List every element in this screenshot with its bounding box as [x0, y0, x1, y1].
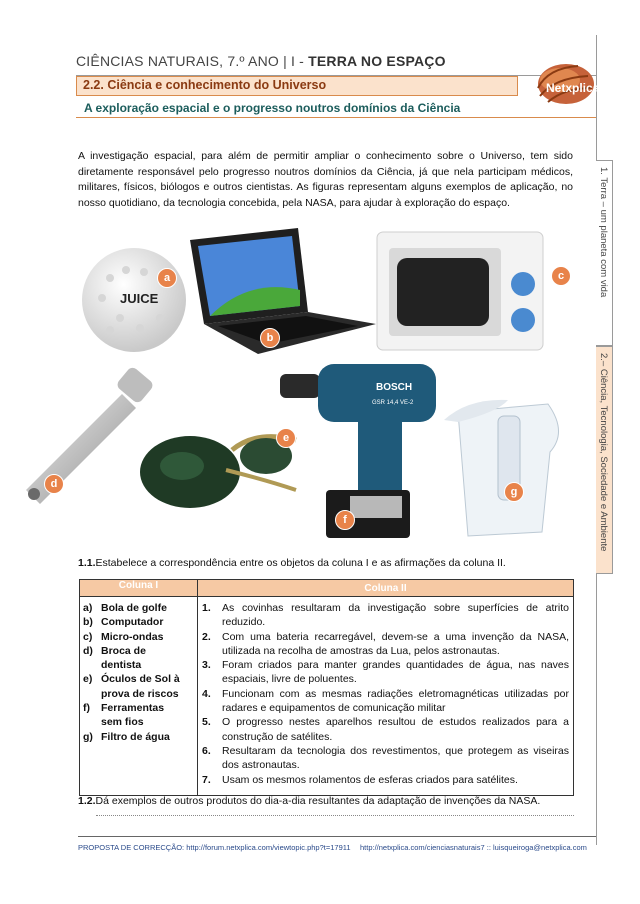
- side-tab-2-label: 2.– Ciência, Tecnologia, Sociedade e Ambiente: [598, 353, 609, 552]
- photo-marker-a: a: [157, 268, 177, 288]
- column-2-item: 6. Resultaram da tecnologia dos revestimentos, que protegem as viseiras dos astronautas.: [202, 744, 569, 772]
- photo-marker-d: d: [44, 474, 64, 494]
- column-1: [80, 597, 198, 796]
- answer-line[interactable]: [96, 815, 574, 816]
- question-1-1-text: Estabelece a correspondência entre os objetos da coluna I e as afirmações da coluna II.: [95, 557, 506, 569]
- side-tab-2[interactable]: [596, 346, 613, 574]
- photo-marker-b: b: [260, 328, 280, 348]
- side-tab-1-label: 1. Terra – um planeta com vida: [598, 167, 609, 298]
- matching-table: [79, 579, 574, 796]
- column-1-item: g) Filtro de água: [83, 730, 170, 743]
- ball-brand: JUICE: [120, 291, 159, 306]
- column-1-item: c) Micro-ondas: [83, 630, 164, 643]
- netxplica-logo: [508, 58, 600, 110]
- column-2-item: 5. O progresso nestes aparelhos resultou de estudos realizados para a construção de satélites.: [202, 716, 569, 743]
- intro-paragraph: A investigação espacial, para além de permitir ampliar o conhecimento sobre o Universo, tem sido diretamente responsável pelo progresso noutros domínios da Ciência, já que nela participam médicos, militares, físicos, biólogos e outros cientistas. As figuras representam alguns exemplos de aplicação, no nosso quotidiano, da tecnologia concebida, pela NASA, para ajudar à exploração do espaço.: [78, 150, 573, 210]
- column-1-item: d) Broca de dentista: [83, 644, 146, 672]
- logo-text: Netxplica: [546, 81, 600, 95]
- question-1-2-number: 1.2.: [78, 795, 96, 807]
- photo-marker-g: g: [504, 482, 524, 502]
- golf-ball-image: [80, 248, 190, 354]
- column-1-item: a) Bola de golfe: [83, 602, 167, 614]
- section-title: 2.2. Ciência e conhecimento do Universo: [83, 78, 327, 92]
- subtitle-rule: [76, 117, 596, 118]
- column-2-item: 4. Funcionam com as mesmas radiações eletromagnéticas utilizadas por radares e equipamentos de comunicação militar: [202, 687, 569, 715]
- side-tab-1[interactable]: [596, 160, 613, 346]
- column-1-item: f) Ferramentas sem fios: [83, 702, 165, 729]
- column-2-item: 2. Com uma bateria recarregável, devem-se a uma invenção da NASA, utilizada na recolha de amostras da Lua, pelos astronautas.: [202, 630, 569, 657]
- question-1-2-text: Dá exemplos de outros produtos do dia-a-dia resultantes da adaptação de invenções da NASA.: [95, 795, 541, 807]
- drill-model: GSR 14,4 VE-2: [372, 400, 414, 406]
- photo-marker-e: e: [276, 428, 296, 448]
- column-1-header: Coluna I: [80, 580, 198, 597]
- microwave-image: [375, 228, 545, 354]
- question-1-1-number: 1.1.: [78, 557, 96, 569]
- page-header: [76, 53, 446, 69]
- question-1-1: [78, 557, 506, 569]
- sunglasses-image: [136, 410, 298, 512]
- footer-left-link[interactable]: PROPOSTA DE CORRECÇÃO: http://forum.netxplica.com/viewtopic.php?t=17911: [78, 843, 351, 852]
- cordless-drill-image: [280, 356, 440, 540]
- column-2-item: 1. As covinhas resultaram da investigação sobre superfícies de atrito reduzido.: [202, 602, 569, 629]
- drill-brand: BOSCH: [376, 382, 413, 393]
- photo-marker-c: c: [551, 266, 571, 286]
- question-1-2: [78, 795, 540, 807]
- column-2-item: 7. Usam os mesmos rolamentos de esferas criados para satélites.: [202, 773, 518, 786]
- header-text: CIÊNCIAS NATURAIS, 7.º ANO | I -: [76, 53, 309, 69]
- footer-right-link[interactable]: http://netxplica.com/cienciasnaturais7 :: luisqueiroga@netxplica.com: [360, 843, 587, 852]
- column-1-item: b) Computador: [83, 616, 164, 629]
- subtitle: A exploração espacial e o progresso noutros domínios da Ciência: [84, 101, 461, 115]
- footer-rule: [78, 836, 596, 837]
- photo-marker-f: f: [335, 510, 355, 530]
- column-2-header: Coluna II: [198, 580, 574, 597]
- header-bold: TERRA NO ESPAÇO: [308, 53, 446, 69]
- water-filter-image: [438, 392, 572, 542]
- column-2: [198, 597, 574, 796]
- column-1-item: e) Óculos de Sol à prova de riscos: [83, 673, 180, 700]
- column-2-item: 3. Foram criados para manter grandes quantidades de água, nas naves espaciais, livre de poluentes.: [202, 659, 569, 686]
- laptop-image: [188, 228, 378, 356]
- section-title-box: [76, 76, 518, 96]
